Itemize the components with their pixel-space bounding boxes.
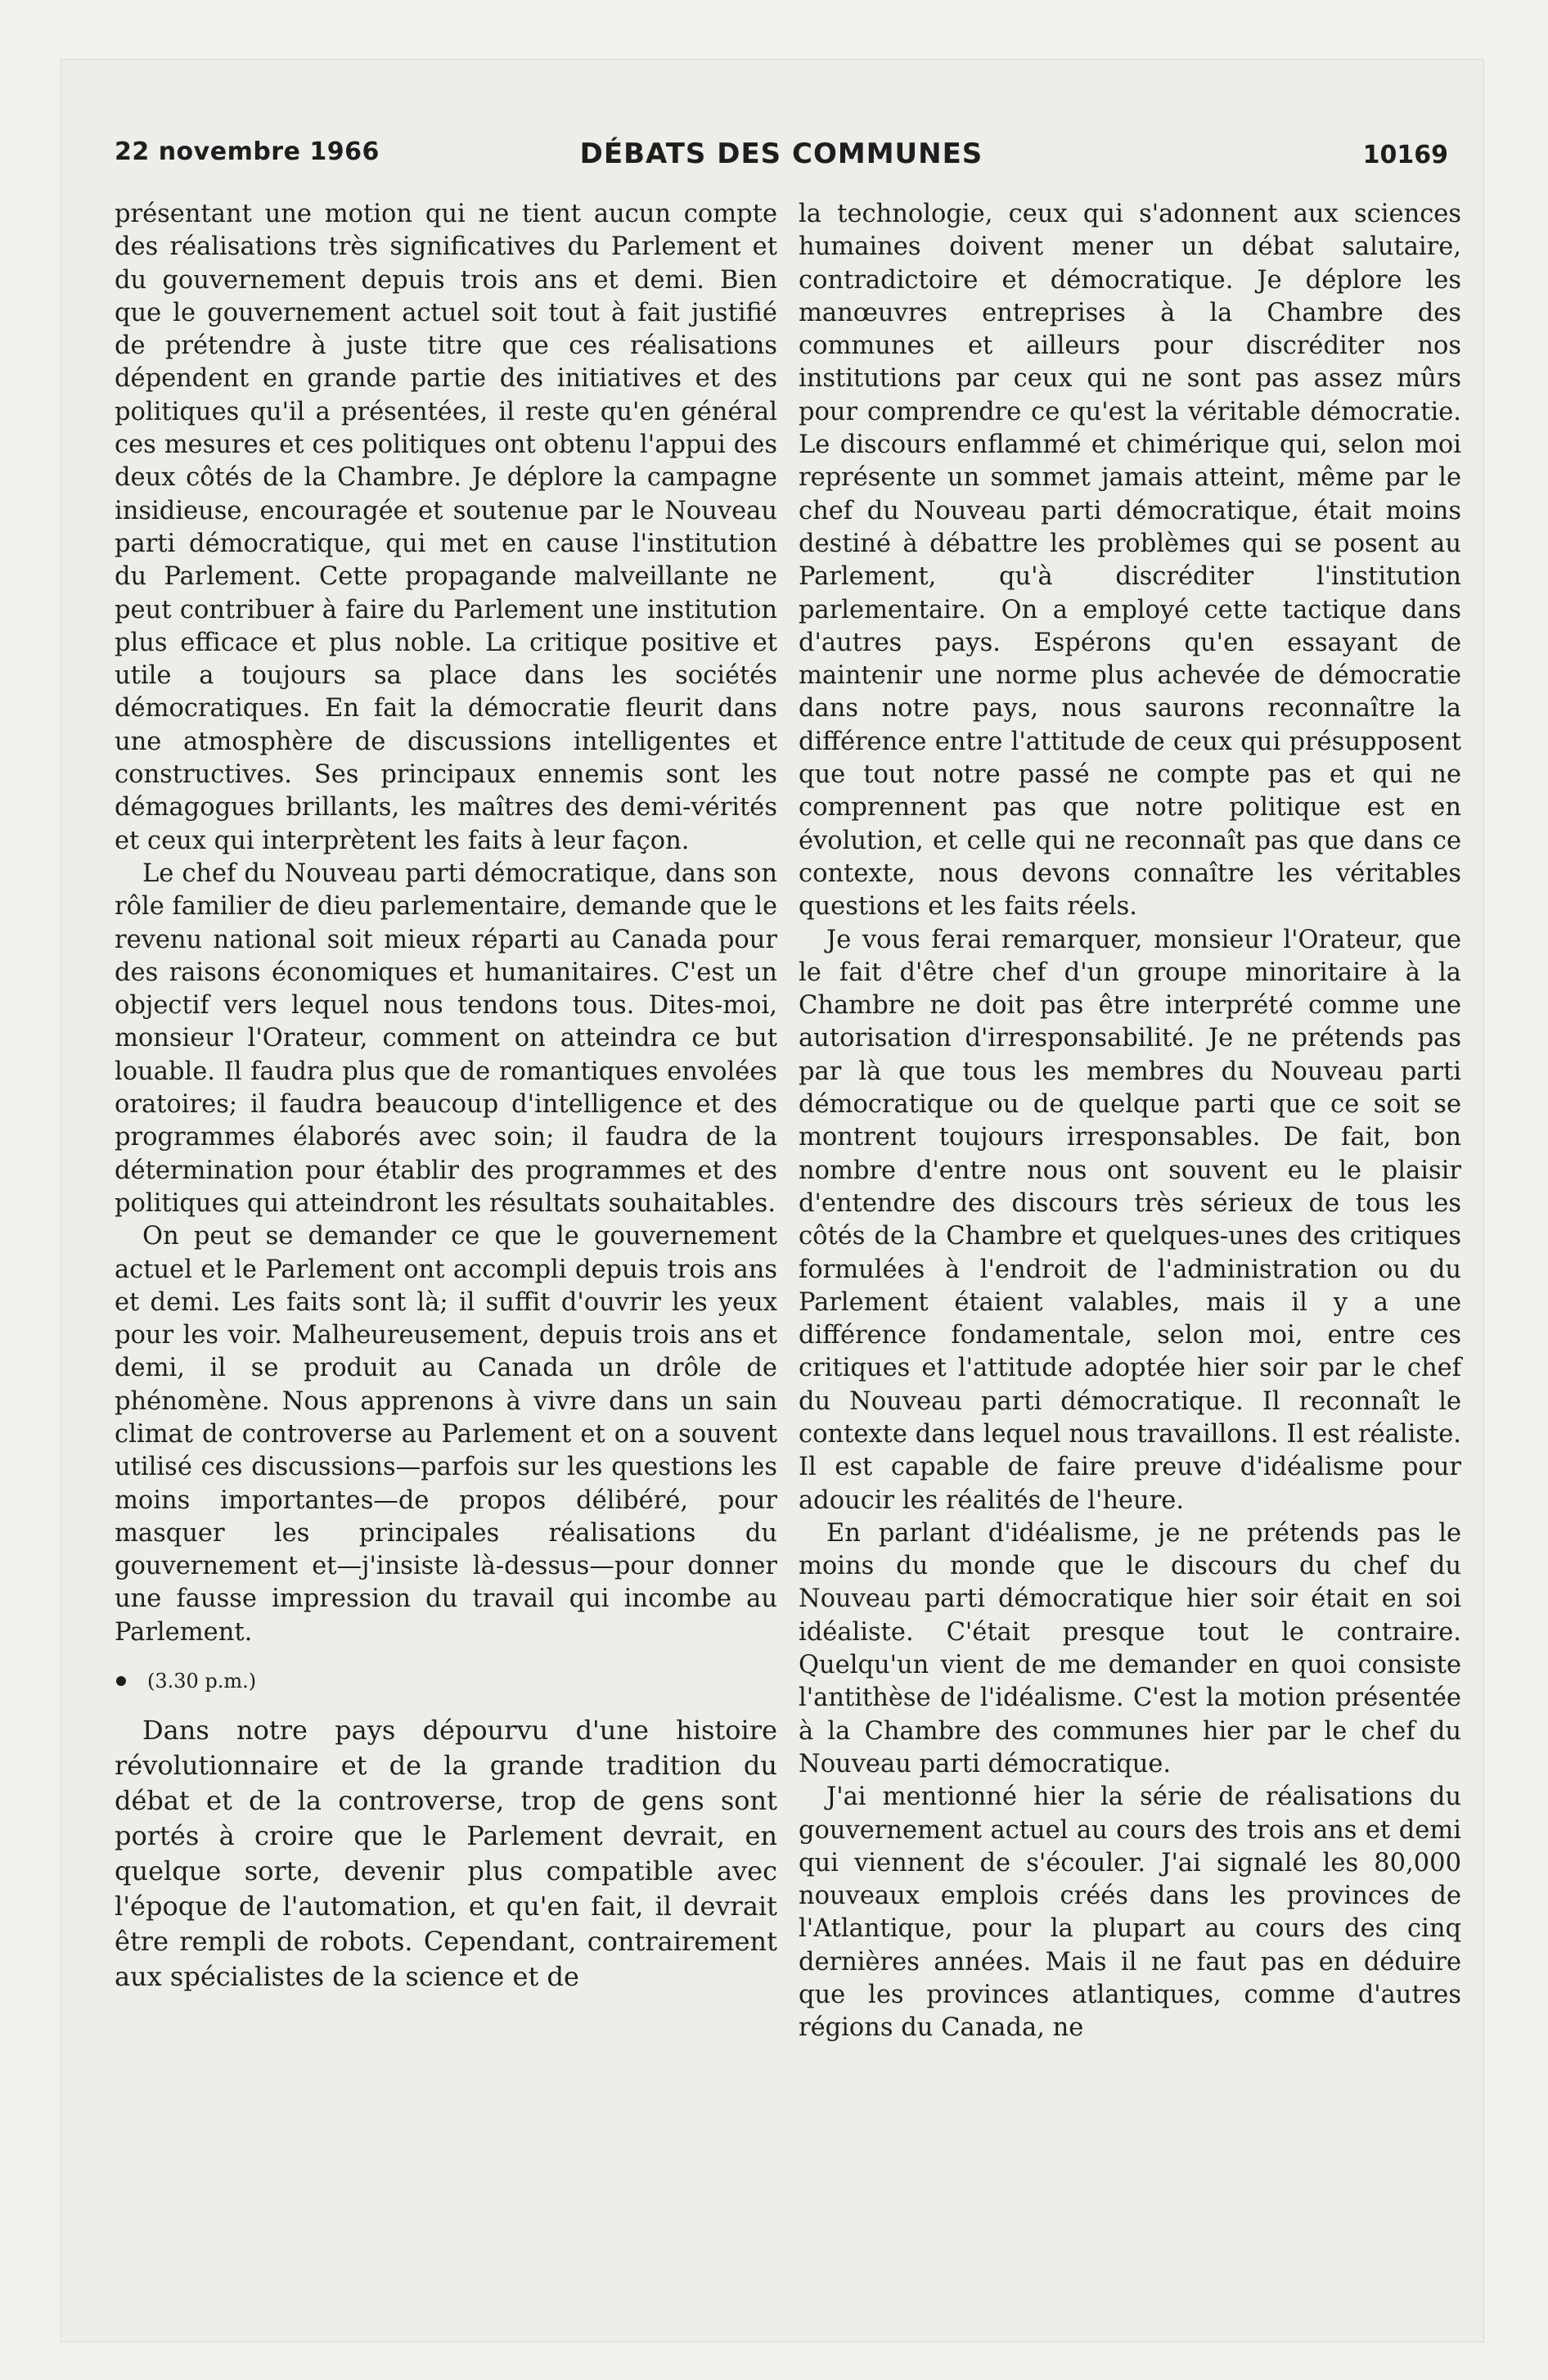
page-header (115, 137, 1448, 178)
header-date: 22 novembre 1966 (115, 137, 380, 166)
left-column (115, 198, 777, 1995)
header-title: DÉBATS DES COMMUNES (579, 137, 983, 170)
paragraph: Le chef du Nouveau parti démocratique, dans son rôle familier de dieu parlementaire, demande que le revenu national soit mieux réparti au Canada pour des raisons économiques et humanitaires. C'est un objectif vers lequel nous tendons tous. Dites-moi, monsieur l'Orateur, comment on atteindra ce but louable. Il faudra plus que de romantiques envolées oratoires; il faudra beaucoup d'intelligence et des programmes élaborés avec soin; il faudra de la détermination pour établir des programmes et des politiques qui atteindront les résultats souhaitables. (115, 859, 777, 1218)
bullet-icon (116, 1676, 126, 1686)
paragraph: présentant une motion qui ne tient aucun compte des réalisations très significatives du Parlement et du gouvernement depuis trois ans et demi. Bien que le gouvernement actuel soit tout à fait justifié de prétendre à juste titre que ces réalisations dépendent en grande partie des initiatives et des politiques qu'il a présentées, il reste qu'en général ces mesures et ces politiques ont obtenu l'appui des deux côtés de la Chambre. Je déplore la campagne insidieuse, encouragée et soutenue par le Nouveau parti démocratique, qui met en cause l'institution du Parlement. Cette propagande malveillante ne peut contribuer à faire du Parlement une institution plus efficace et plus noble. La critique positive et utile a toujours sa place dans les sociétés démocratiques. En fait la démocratie fleurit dans une atmosphère de discussions intelligentes et constructives. Ses principaux ennemis sont les démagogues brillants, les maîtres des demi-vérités et ceux qui interprètent les faits à leur façon. (115, 200, 777, 855)
paragraph: Je vous ferai remarquer, monsieur l'Orateur, que le fait d'être chef d'un groupe minoritaire à la Chambre ne doit pas être interprété comme une autorisation d'irresponsabilité. Je ne prétends pas par là que tous les membres du Nouveau parti démocratique ou de quelque parti que ce soit se montrent toujours irresponsables. De fait, bon nombre d'entre nous ont souvent eu le plaisir d'entendre des discours très sérieux de tous les côtés de la Chambre et quelques-unes des critiques formulées à l'endroit de l'administration ou du Parlement étaient valables, mais il y a une différence fondamentale, selon moi, entre ces critiques et l'attitude adoptée hier soir par le chef du Nouveau parti démocratique. Il reconnaît le contexte dans lequel nous travaillons. Il est réaliste. Il est capable de faire preuve d'idéalisme pour adoucir les réalités de l'heure. (799, 925, 1461, 1515)
paragraph: J'ai mentionné hier la série de réalisations du gouvernement actuel au cours des trois ans et demi qui viennent de s'écouler. J'ai signalé les 80,000 nouveaux emplois créés dans les provinces de l'Atlantique, pour la plupart au cours des cinq dernières années. Mais il ne faut pas en déduire que les provinces atlantiques, comme d'autres régions du Canada, ne (799, 1783, 1461, 2043)
paragraph: En parlant d'idéalisme, je ne prétends pas le moins du monde que le discours du chef du Nouveau parti démocratique hier soir était en soi idéaliste. C'était presque tout le contraire. Quelqu'un vient de me demander en quoi consiste l'antithèse de l'idéalisme. C'est la motion présentée à la Chambre des communes hier par le chef du Nouveau parti démocratique. (799, 1518, 1461, 1778)
paragraph: Dans notre pays dépourvu d'une histoire révolutionnaire et de la grande tradition du débat et de la controverse, trop de gens sont portés à croire que le Parlement devrait, en quelque sorte, devenir plus compatible avec l'époque de l'automation, et qu'en fait, il devrait être rempli de robots. Cependant, contrairement aux spécialistes de la science et de (115, 1715, 777, 1993)
right-column (799, 198, 1461, 2045)
time-stamp (115, 1667, 777, 1695)
page-number: 10169 (1362, 141, 1448, 169)
time-stamp-text: (3.30 p.m.) (147, 1670, 257, 1693)
paragraph: la technologie, ceux qui s'adonnent aux sciences humaines doivent mener un débat salutaire, contradictoire et démocratique. Je déplore les manœuvres entreprises à la Chambre des communes et ailleurs pour discréditer nos institutions par ceux qui ne sont pas assez mûrs pour comprendre ce qu'est la véritable démocratie. Le discours enflammé et chimérique qui, selon moi représente un sommet jamais atteint, même par le chef du Nouveau parti démocratique, était moins destiné à débattre les problèmes qui se posent au Parlement, qu'à discréditer l'institution parlementaire. On a employé cette tactique dans d'autres pays. Espérons qu'en essayant de maintenir une norme plus achevée de démocratie dans notre pays, nous saurons reconnaître la différence entre l'attitude de ceux qui présupposent que tout notre passé ne compte pas et qui ne comprennent pas que notre politique est en évolution, et celle qui ne reconnaît pas que dans ce contexte, nous devons connaître les véritables questions et les faits réels. (799, 200, 1461, 922)
paragraph: On peut se demander ce que le gouvernement actuel et le Parlement ont accompli depuis trois ans et demi. Les faits sont là; il suffit d'ouvrir les yeux pour les voir. Malheureusement, depuis trois ans et demi, il se produit au Canada un drôle de phénomène. Nous apprenons à vivre dans un sain climat de controverse au Parlement et on a souvent utilisé ces discussions—parfois sur les questions les moins importantes—de propos délibéré, pour masquer les principales réalisations du gouvernement et—j'insiste là-dessus—pour donner une fausse impression du travail qui incombe au Parlement. (115, 1222, 777, 1647)
